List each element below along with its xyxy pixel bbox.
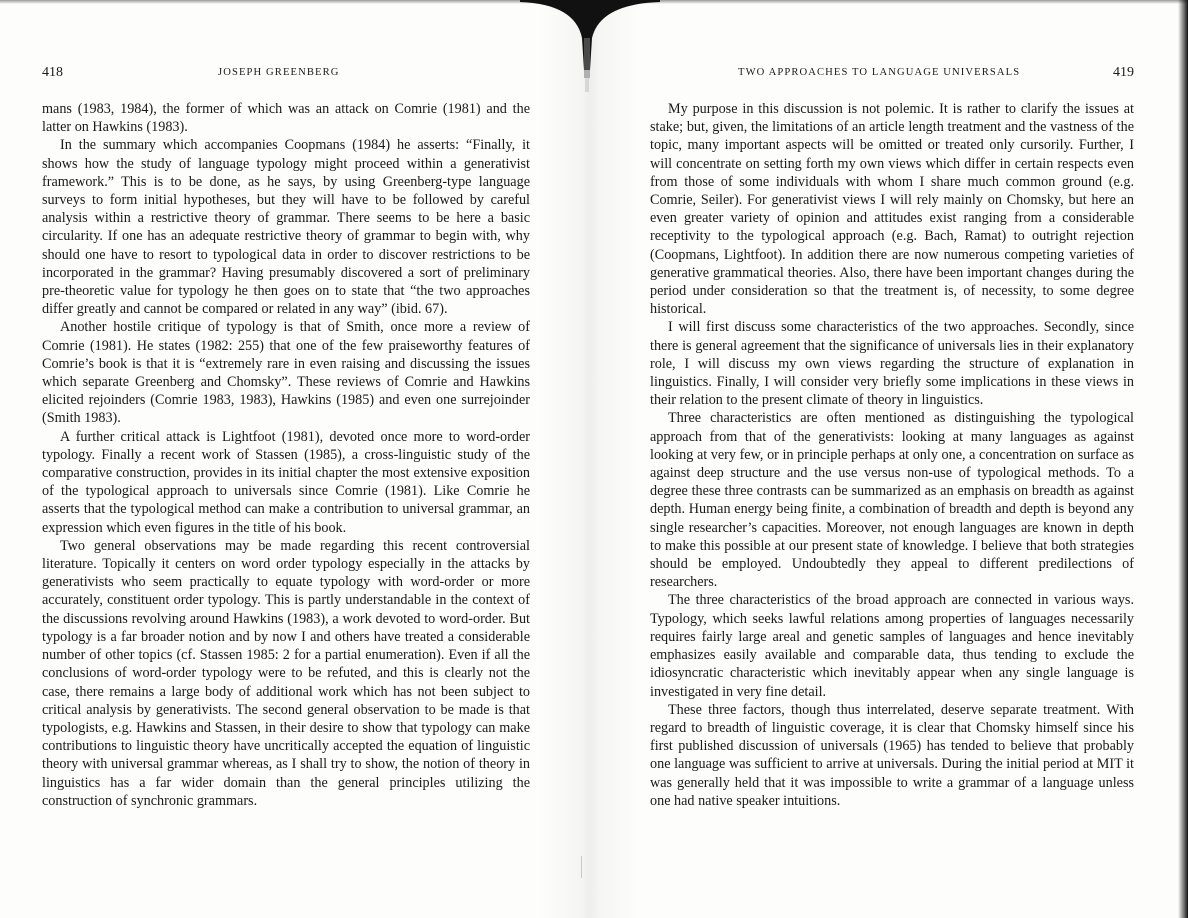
right-paragraph-2: I will first discuss some characteristics of the two approaches. Secondly, since there is general agreement that the significance of universals lies in their explanatory role, I will discuss my own views regarding the structure of explanation in linguistics. Finally, I will consider very briefly some implications in these views in their relation to the present climate of theory in linguistics.: [650, 319, 1134, 409]
left-page-number: 418: [42, 65, 63, 80]
right-body-text: [650, 100, 1134, 810]
right-running-head: [650, 62, 1134, 86]
left-running-head: [42, 62, 530, 86]
right-paragraph-3: Three characteristics are often mentioned as distinguishing the typological approach from that of the generativists: looking at many languages as against looking at very few, or in principle perhaps at only one, a concentration on surface as against deep structure and the use versus non-use of typological methods. To a degree these three contrasts can be summarized as an emphasis on breadth as against depth. Human energy being finite, a combination of breadth and depth is beyond any single researcher’s capacities. Moreover, not enough languages are known in depth to make this possible at our present state of knowledge. I believe that both strategies should be employed. Undoubtedly they appeal to different predilections of researchers.: [650, 410, 1134, 591]
right-running-title: TWO APPROACHES TO LANGUAGE UNIVERSALS: [738, 67, 1021, 78]
left-page: [42, 62, 530, 810]
left-body-text: [42, 100, 530, 810]
right-paragraph-5: These three factors, though thus interrelated, deserve separate treatment. With regard to breadth of linguistic coverage, it is clear that Chomsky himself since his first published discussion of universals (1965) has tended to believe that probably one language was sufficient to arrive at universals. During the initial period at MIT it was generally held that it was impossible to write a grammar of a language unless one had native speaker intuitions.: [650, 701, 1134, 809]
left-paragraph-3: Another hostile critique of typology is that of Smith, once more a review of Comrie (1981). He states (1982: 255) that one of the few praiseworthy features of Comrie’s book is that it is “extremely rare in even raising and discussing the issues which separate Greenberg and Chomsky”. These reviews of Comrie and Hawkins elicited rejoinders (Comrie 1983, 1983), Hawkins (1985) and even one surrejoinder (Smith 1983).: [42, 319, 530, 427]
left-paragraph-4: A further critical attack is Lightfoot (1981), devoted once more to word-order typology. Finally a recent work of Stassen (1985), a cross-linguistic study of the comparative construction, provides in its initial chapter the most extensive exposition of the typological approach to universals since Comrie (1981). Like Comrie he asserts that the typological method can make a contribution to universal grammar, an expression which even figures in the title of his book.: [42, 428, 530, 536]
left-paragraph-5: Two general observations may be made regarding this recent controversial literature. Topically it centers on word order typology especially in the attacks by generativists who seem practically to equate typology with word-order or more accurately, constituent order typology. This is partly understandable in the context of the discussions revolving around Hawkins (1983), a work devoted to word-order. But typology is a far broader notion and by now I and others have treated a considerable number of other topics (cf. Stassen 1985: 2 for a partial enumeration). Even if all the conclusions of word-order typology were to be refuted, and this is clearly not the case, there remains a large body of additional work which has not been subject to critical analysis by generativists. The second general observation to be made is that typologists, e.g. Hawkins and Stassen, in their desire to show that typology can make contributions to linguistic theory have uncritically accepted the equation of linguistic theory with universal grammar whereas, as I shall try to show, the notion of theory in linguistics has a far wider domain than the general principles utilizing the construction of synchronic grammars.: [42, 537, 530, 809]
right-paragraph-4: The three characteristics of the broad approach are connected in various ways. Typology, which seeks lawful relations among properties of languages necessarily requires fairly large areal and genetic samples of languages and hence inevitably emphasizes easily available and comparable data, thus tending to exclude the idiosyncratic characteristic which inevitably appear when any single language is investigated in very fine detail.: [650, 592, 1134, 700]
left-paragraph-1: mans (1983, 1984), the former of which was an attack on Comrie (1981) and the latter on Hawkins (1983).: [42, 101, 530, 136]
scan-right-edge: [1178, 0, 1188, 918]
book-gutter-shadow: [540, 0, 640, 918]
gutter-mark: [581, 856, 582, 878]
spine-shadow-graphic: [520, 0, 660, 95]
right-page: [650, 62, 1134, 810]
left-paragraph-2: In the summary which accompanies Coopmans (1984) he asserts: “Finally, it shows how the study of language typology might proceed within a generativist framework.” This is to be done, as he says, by using Greenberg-type language surveys to form initial hypotheses, but they will have to be followed by careful analysis within a restrictive theory of grammar. There seems to be here a basic circularity. If one has an adequate restrictive theory of grammar to begin with, why should one have to resort to typological data in order to discover restrictions to be incorporated in the grammar? Having presumably discovered a sort of preliminary pre-theoretic value for typology he then goes on to state that “the two approaches differ greatly and cannot be compared or related in any way” (ibid. 67).: [42, 137, 530, 318]
left-running-title: JOSEPH GREENBERG: [218, 67, 340, 78]
right-page-number: 419: [1113, 65, 1134, 80]
right-paragraph-1: My purpose in this discussion is not polemic. It is rather to clarify the issues at stake; but, given, the limitations of an article length treatment and the vastness of the topic, many important aspects will be omitted or treated only cursorily. Further, I will concentrate on setting forth my own views which differ in certain respects even from those of some individuals with whom I share much common ground (e.g. Comrie, Seiler). For generativist views I will rely mainly on Chomsky, but here an even greater variety of opinion and attitudes exist ranging from a considerable receptivity to the typological approach (e.g. Bach, Ramat) to outright rejection (Coopmans, Lightfoot). In addition there are now numerous competing varieties of generative grammatical theories. Also, there have been important changes during the period under consideration so that the treatment is, of necessity, to some degree historical.: [650, 101, 1134, 318]
